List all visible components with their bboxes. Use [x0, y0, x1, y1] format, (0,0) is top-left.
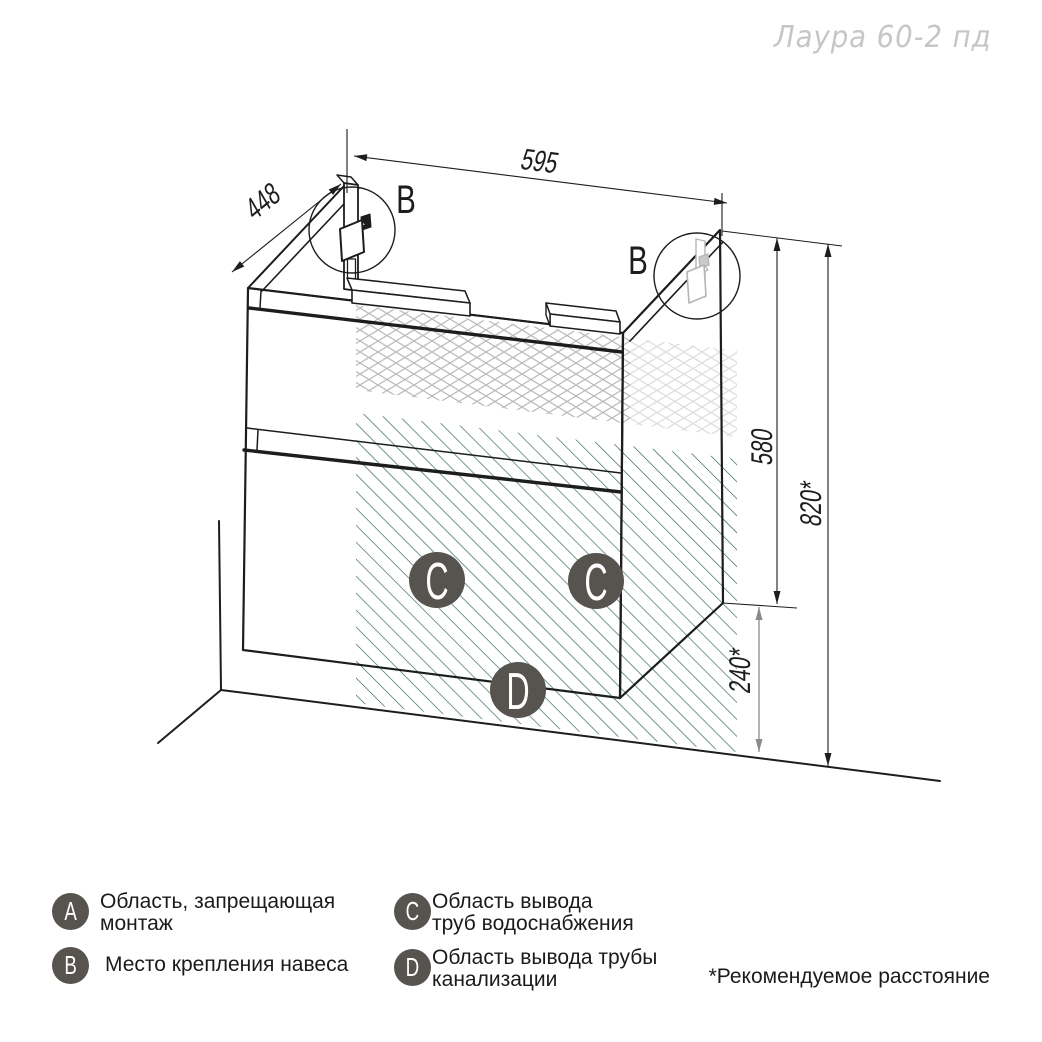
- marker-b-right-text: B: [628, 238, 648, 284]
- legend-badge-d: [394, 949, 431, 986]
- legend-text-a: [100, 891, 335, 935]
- legend-letter-a: A: [64, 896, 77, 926]
- right-extension-lines: [722, 231, 842, 608]
- legend-letter-c: C: [405, 896, 420, 926]
- back-board-slot: [348, 259, 356, 279]
- legend-text-c-line2: труб водоснабжения: [432, 912, 634, 935]
- dim-820-text: 820*: [793, 478, 828, 529]
- product-title: Лаура 60-2 пд: [774, 20, 992, 55]
- legend-text-b: [105, 954, 348, 976]
- arrow-240-top: [756, 607, 763, 620]
- dimension-height-cabinet: [745, 238, 781, 604]
- legend-text-c-line1: Область вывода: [432, 890, 593, 913]
- arrow-580-top: [774, 238, 781, 251]
- legend-text-a-line2: монтаж: [100, 912, 173, 935]
- dimension-height-total: [794, 244, 832, 766]
- legend-text-d: [432, 947, 657, 991]
- wall-corner-line: [219, 521, 221, 690]
- arrow-580-bottom: [774, 591, 781, 604]
- floor-line-left: [158, 690, 221, 743]
- side-panel-edge-mid: [257, 430, 258, 450]
- legend-badge-b: [52, 947, 89, 984]
- legend-text-d-line1: Область вывода трубы: [432, 946, 658, 969]
- marker-c-left-text: C: [425, 553, 449, 611]
- dim-width-text: 595: [517, 142, 563, 180]
- marker-c-right-text: C: [584, 554, 608, 612]
- arrow-depth-bottom: [232, 261, 244, 272]
- arrow-width-right: [714, 198, 727, 205]
- legend-text-b-line1: Место крепления навеса: [105, 953, 349, 976]
- dim-580-text: 580: [744, 425, 779, 468]
- legend-text-d-line2: канализации: [432, 968, 558, 991]
- marker-d-text: D: [506, 663, 530, 721]
- legend-badge-a: [52, 893, 89, 930]
- dim-depth-text: 448: [240, 174, 286, 228]
- legend-letter-b: B: [64, 950, 77, 980]
- dim-240-text: 240*: [722, 645, 757, 696]
- ext-line-top-right: [722, 231, 842, 246]
- hanger-right-hidden: [687, 239, 709, 303]
- legend-text-a-line1: Область, запрещающая: [100, 890, 336, 913]
- marker-b-left-label: [396, 178, 416, 222]
- arrow-width-left: [354, 154, 367, 161]
- legend-badge-c: [394, 893, 431, 930]
- marker-b-right-label: [628, 239, 648, 283]
- arrow-240-bottom: [756, 739, 763, 752]
- marker-b-left-text: B: [396, 177, 416, 223]
- legend-letter-d: D: [405, 952, 420, 982]
- hanger-right-body: [687, 265, 706, 303]
- legend-text-c: [432, 891, 634, 935]
- side-panel-edge-top: [260, 291, 261, 308]
- footnote: *Рекомендуемое расстояние: [708, 965, 990, 988]
- arrow-820-top: [825, 244, 832, 257]
- arrow-820-bottom: [825, 753, 832, 766]
